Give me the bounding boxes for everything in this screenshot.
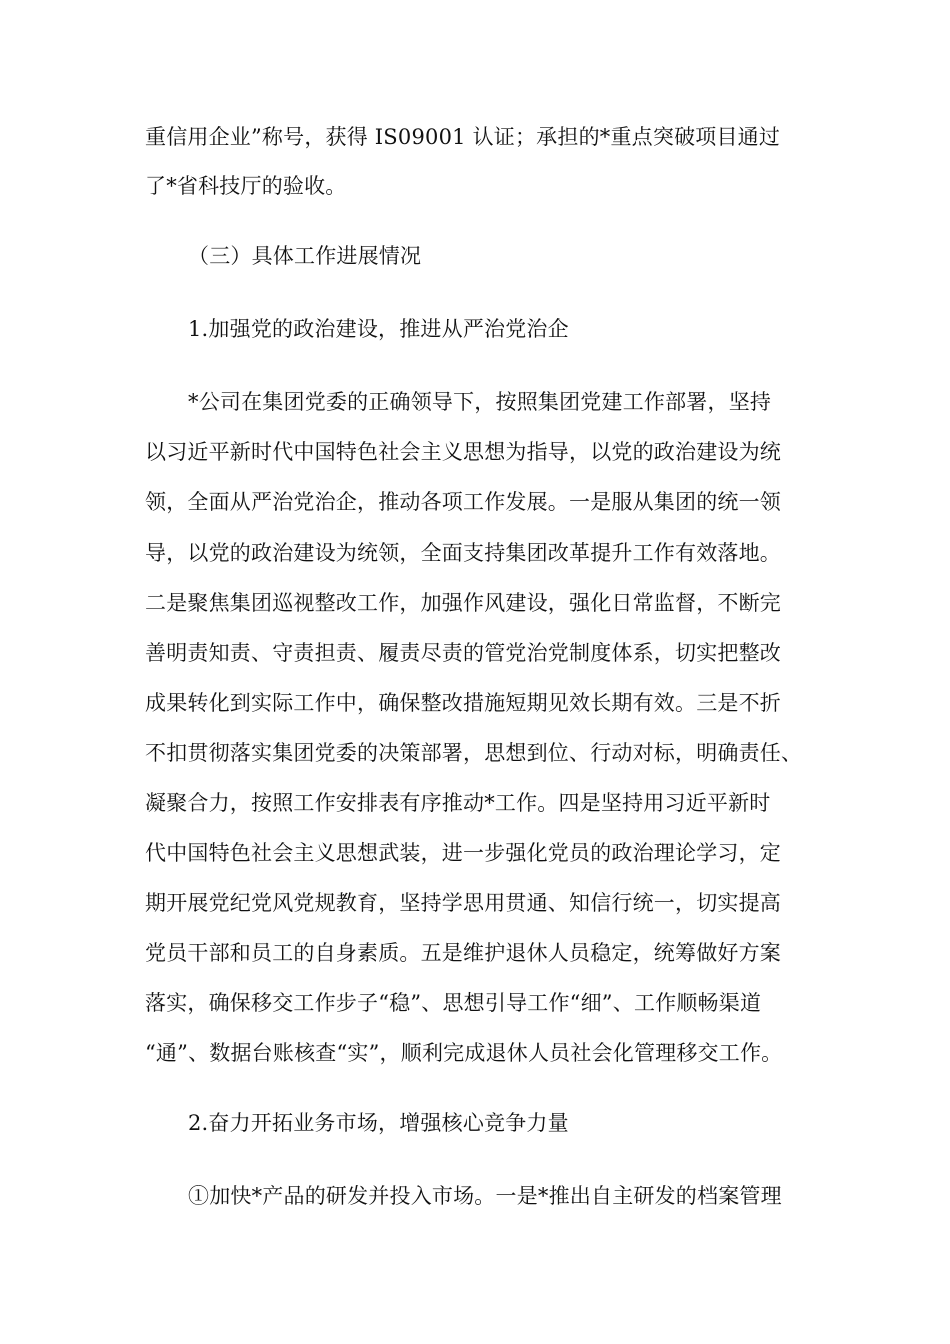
paragraph-line: 重信用企业”称号，获得 IS09001 认证；承担的*重点突破项目通过 bbox=[145, 125, 781, 149]
paragraph-line: 代中国特色社会主义思想武装，进一步强化党员的政治理论学习，定 bbox=[145, 841, 781, 865]
paragraph-line: 了*省科技厅的验收。 bbox=[145, 174, 347, 198]
paragraph-line: “通”、数据台账核查“实”，顺利完成退休人员社会化管理移交工作。 bbox=[145, 1041, 783, 1065]
paragraph-line: 落实，确保移交工作步子“稳”、思想引导工作“细”、工作顺畅渠道 bbox=[145, 991, 762, 1015]
subsection-heading: 1.加强党的政治建设，推进从严治党治企 bbox=[188, 317, 569, 341]
paragraph-line: 党员干部和员工的自身素质。五是维护退休人员稳定，统筹做好方案 bbox=[145, 941, 781, 965]
paragraph-line: ①加快*产品的研发并投入市场。一是*推出自主研发的档案管理 bbox=[188, 1184, 782, 1208]
section-heading: （三）具体工作进展情况 bbox=[188, 244, 422, 268]
paragraph-line: *公司在集团党委的正确领导下，按照集团党建工作部署，坚持 bbox=[188, 390, 772, 414]
paragraph-line: 二是聚焦集团巡视整改工作，加强作风建设，强化日常监督，不断完 bbox=[145, 591, 781, 615]
paragraph-line: 导，以党的政治建设为统领，全面支持集团改革提升工作有效落地。 bbox=[145, 541, 781, 565]
paragraph-line: 善明责知责、守责担责、履责尽责的管党治党制度体系，切实把整改 bbox=[145, 641, 781, 665]
paragraph-line: 成果转化到实际工作中，确保整改措施短期见效长期有效。三是不折 bbox=[145, 691, 781, 715]
paragraph-line: 凝聚合力，按照工作安排表有序推动*工作。四是坚持用习近平新时 bbox=[145, 791, 771, 815]
paragraph-line: 期开展党纪党风党规教育，坚持学思用贯通、知信行统一，切实提高 bbox=[145, 891, 781, 915]
paragraph-line: 不扣贯彻落实集团党委的决策部署，思想到位、行动对标，明确责任、 bbox=[145, 741, 803, 765]
subsection-heading: 2.奋力开拓业务市场，增强核心竞争力量 bbox=[188, 1111, 569, 1135]
paragraph-line: 领，全面从严治党治企，推动各项工作发展。一是服从集团的统一领 bbox=[145, 490, 781, 514]
paragraph-line: 以习近平新时代中国特色社会主义思想为指导，以党的政治建设为统 bbox=[145, 440, 781, 464]
